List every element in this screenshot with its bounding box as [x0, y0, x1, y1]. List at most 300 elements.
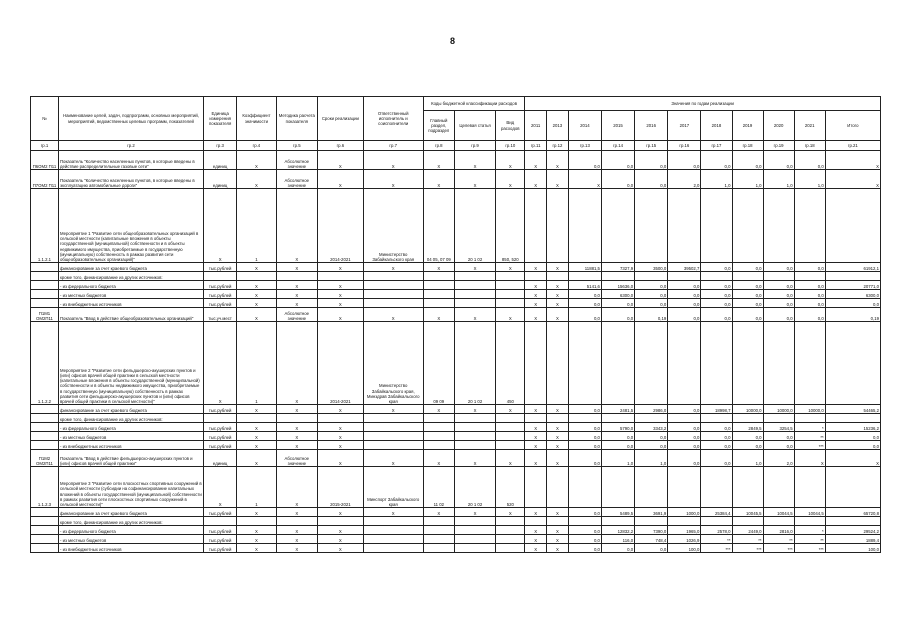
row-kbk-type: Х [496, 450, 525, 467]
table-row [31, 405, 881, 414]
row-year-value: 0,0 [601, 299, 634, 308]
row-executor: Х [363, 151, 423, 170]
row-year-value: 0,0 [668, 281, 701, 290]
column-number: гр.10 [496, 141, 525, 151]
row-kbk-type [496, 544, 525, 553]
row-term: Х [318, 290, 364, 299]
table-row [31, 544, 881, 553]
column-number: гр.4 [237, 141, 276, 151]
row-coef: Х [237, 308, 276, 322]
row-year-value [635, 322, 668, 405]
row-year-value: 0,0 [601, 441, 634, 450]
row-year-value: Х [525, 508, 547, 517]
table-row [31, 517, 881, 526]
row-year-value: Х [525, 299, 547, 308]
row-unit: тыс.рублей [204, 526, 237, 535]
header-kbk-main: Главный раздел, подраздел [423, 111, 454, 141]
row-year-value: 15636,0 [601, 281, 634, 290]
row-year-value [525, 414, 547, 423]
row-coef: 1 [237, 467, 276, 508]
row-kbk-article: Х [454, 308, 495, 322]
row-year-value: 1,0 [635, 450, 668, 467]
row-year-value: 2,0 [668, 170, 701, 189]
row-year-value: 2481,5 [601, 405, 634, 414]
row-year-value: Х [547, 450, 569, 467]
row-year-value: 11881,5 [568, 263, 601, 272]
column-number: гр.6 [318, 141, 364, 151]
row-kbk-article [454, 535, 495, 544]
row-id: П7ОМ2 П11 [31, 170, 59, 189]
column-number: гр.2 [58, 141, 203, 151]
row-executor [363, 526, 423, 535]
row-year-value [601, 467, 634, 508]
page-number: 8 [449, 36, 455, 46]
header-total: Итого [825, 111, 880, 141]
row-year-value: Х [525, 281, 547, 290]
row-kbk-article [454, 517, 495, 526]
row-term: Х [318, 170, 364, 189]
row-year-value: 1,0 [763, 170, 794, 189]
row-year-value [732, 517, 763, 526]
row-kbk-type: 850, 520 [496, 189, 525, 263]
row-kbk-main [423, 290, 454, 299]
row-year-value [701, 467, 732, 508]
row-kbk-main [423, 535, 454, 544]
table-row [31, 508, 881, 517]
row-executor [363, 281, 423, 290]
row-term: Х [318, 405, 364, 414]
row-year-value: 1,0 [701, 170, 732, 189]
row-unit: единиц [204, 151, 237, 170]
row-executor: Министерство Забайкальского края, Минздрав Забайкальского края [363, 322, 423, 405]
row-year-value: 0,0 [701, 423, 732, 432]
row-year-value: Х [547, 508, 569, 517]
row-year-value: 0,0 [568, 405, 601, 414]
row-year-value: 10000,0 [732, 405, 763, 414]
header-values-group: Значения по годам реализации [525, 97, 881, 111]
table-body [31, 151, 881, 553]
row-kbk-article: Х [454, 170, 495, 189]
row-executor: Министерство Забайкальского края [363, 189, 423, 263]
row-id: П6ОМ2 П11 [31, 151, 59, 170]
column-number: гр.17 [701, 141, 732, 151]
header-name: Наименование целей, задач, подпрограмм, основных мероприятий, мероприятий, ведомственных целевых программ, показателей [58, 97, 203, 141]
row-year-value: 0,0 [668, 405, 701, 414]
row-unit: тыс.рублей [204, 299, 237, 308]
header-year: 2017 [668, 111, 701, 141]
row-year-value [701, 322, 732, 405]
row-year-value: 3254,5 [763, 423, 794, 432]
row-year-value: 10045,5 [732, 508, 763, 517]
row-year-value [635, 517, 668, 526]
row-year-value: ** [732, 535, 763, 544]
row-method: Х [276, 467, 317, 508]
row-year-value: 0,0 [701, 441, 732, 450]
row-year-value: 0,0 [701, 308, 732, 322]
row-name: - из федерального бюджета [58, 526, 203, 535]
header-year: 2020 [763, 111, 794, 141]
row-kbk-main [423, 272, 454, 281]
row-year-value: Х [547, 263, 569, 272]
row-year-value [763, 414, 794, 423]
row-year-value [732, 467, 763, 508]
row-id [31, 441, 59, 450]
row-id [31, 281, 59, 290]
row-method: Х [276, 508, 317, 517]
row-year-value [601, 414, 634, 423]
row-term [318, 517, 364, 526]
row-year-value [732, 322, 763, 405]
row-term: Х [318, 151, 364, 170]
row-method [276, 414, 317, 423]
row-year-value: 100,0 [668, 544, 701, 553]
row-coef [237, 414, 276, 423]
table-row [31, 272, 881, 281]
header-year: 2014 [568, 111, 601, 141]
row-coef: Х [237, 170, 276, 189]
row-coef: Х [237, 281, 276, 290]
row-year-value: 25384,4 [701, 508, 732, 517]
row-executor [363, 535, 423, 544]
row-year-value: Х [547, 526, 569, 535]
row-id [31, 423, 59, 432]
row-method: Х [276, 423, 317, 432]
row-year-value: 0,0 [568, 441, 601, 450]
row-year-value: Х [525, 263, 547, 272]
row-year-value: 0,0 [635, 290, 668, 299]
row-year-value: Х [525, 151, 547, 170]
column-number: гр.18 [732, 141, 763, 151]
row-unit: тыс.рублей [204, 535, 237, 544]
row-kbk-article [454, 414, 495, 423]
row-method: Х [276, 189, 317, 263]
row-executor: Х [363, 508, 423, 517]
row-name: - из местных бюджетов [58, 535, 203, 544]
table-row [31, 467, 881, 508]
row-year-value: 39502,7 [668, 263, 701, 272]
row-kbk-type [496, 517, 525, 526]
table-row [31, 432, 881, 441]
column-number: гр.1 [31, 141, 59, 151]
row-id: П1М2 ОМ2П11 [31, 450, 59, 467]
table-row [31, 414, 881, 423]
row-id [31, 290, 59, 299]
row-year-value: 3500,0 [635, 263, 668, 272]
row-kbk-article: Х [454, 263, 495, 272]
column-number: гр.11 [525, 141, 547, 151]
row-total: 1889,4 [825, 535, 880, 544]
row-year-value [668, 189, 701, 263]
row-year-value: 1,0 [794, 170, 825, 189]
row-kbk-article [454, 441, 495, 450]
row-total [825, 517, 880, 526]
row-total: 15236,2 [825, 423, 880, 432]
table-row [31, 423, 881, 432]
row-year-value [732, 189, 763, 263]
row-unit: тыс.рублей [204, 405, 237, 414]
row-kbk-article [454, 423, 495, 432]
row-year-value: Х [525, 450, 547, 467]
row-year-value [547, 189, 569, 263]
row-kbk-type: Х [496, 308, 525, 322]
row-year-value [547, 517, 569, 526]
row-id [31, 508, 59, 517]
row-year-value: 0,0 [763, 432, 794, 441]
row-total: 0,0 [825, 441, 880, 450]
row-year-value: * [794, 423, 825, 432]
row-id: 1.1.2.3 [31, 467, 59, 508]
header-no: № [31, 97, 59, 141]
row-kbk-article [454, 299, 495, 308]
row-kbk-type [496, 281, 525, 290]
row-total [825, 322, 880, 405]
row-term: 2014-2021 [318, 322, 364, 405]
row-year-value: 0,0 [763, 151, 794, 170]
row-total [825, 414, 880, 423]
row-year-value: Х [525, 308, 547, 322]
row-kbk-main: 04 05, 07 09 [423, 189, 454, 263]
row-year-value: 0,0 [763, 299, 794, 308]
row-id [31, 432, 59, 441]
row-coef: Х [237, 423, 276, 432]
row-coef: 1 [237, 189, 276, 263]
row-year-value: 10000,0 [794, 405, 825, 414]
row-year-value: 3343,2 [635, 423, 668, 432]
row-executor [363, 544, 423, 553]
row-year-value [525, 189, 547, 263]
row-method: Х [276, 290, 317, 299]
row-kbk-main: Х [423, 151, 454, 170]
row-year-value: 0,0 [794, 308, 825, 322]
row-year-value: 0,0 [732, 432, 763, 441]
table-row [31, 308, 881, 322]
row-year-value [763, 322, 794, 405]
row-year-value [601, 517, 634, 526]
row-executor [363, 441, 423, 450]
row-unit: Х [204, 189, 237, 263]
row-year-value: 748,4 [635, 535, 668, 544]
row-coef: Х [237, 432, 276, 441]
row-name: - из федерального бюджета [58, 423, 203, 432]
row-term: Х [318, 263, 364, 272]
row-year-value [668, 272, 701, 281]
row-year-value: 0,0 [668, 432, 701, 441]
row-total: 20771,0 [825, 281, 880, 290]
row-name: - из внебюджетных источников [58, 544, 203, 553]
row-method: Х [276, 526, 317, 535]
row-kbk-main: Х [423, 308, 454, 322]
row-year-value: Х [547, 281, 569, 290]
row-name: кроме того, финансирование из других источников: [58, 517, 203, 526]
row-year-value: 0,0 [635, 299, 668, 308]
column-number: гр.15 [635, 141, 668, 151]
row-year-value: *** [763, 544, 794, 553]
row-method: Х [276, 322, 317, 405]
row-year-value: 0,0 [568, 308, 601, 322]
column-number: гр.5 [276, 141, 317, 151]
row-year-value [547, 322, 569, 405]
table-row [31, 281, 881, 290]
row-year-value [601, 272, 634, 281]
row-executor: Х [363, 263, 423, 272]
row-year-value: Х [525, 423, 547, 432]
row-total: 100,0 [825, 544, 880, 553]
row-name: - из внебюджетных источников [58, 299, 203, 308]
row-year-value [763, 189, 794, 263]
row-year-value: 0,0 [794, 263, 825, 272]
header-term: Сроки реализации [318, 97, 364, 141]
row-name: финансирование за счет краевого бюджета [58, 405, 203, 414]
row-year-value: 10044,5 [794, 508, 825, 517]
row-total [825, 467, 880, 508]
row-year-value: 10000,0 [763, 405, 794, 414]
row-year-value: 0,0 [701, 290, 732, 299]
header-year: 2018 [701, 111, 732, 141]
header-kbk-type: Вид расходов [496, 111, 525, 141]
row-year-value: *** [732, 544, 763, 553]
row-year-value [701, 414, 732, 423]
row-kbk-type [496, 526, 525, 535]
row-coef: Х [237, 151, 276, 170]
row-name: Показатель "Ввод в действие фельдшерско-акушерских пунктов и (или) офисов врачей общей практики" [58, 450, 203, 467]
row-executor [363, 517, 423, 526]
row-year-value: 0,0 [635, 170, 668, 189]
row-term: 2015-2021 [318, 467, 364, 508]
row-year-value: 0,0 [568, 508, 601, 517]
row-year-value [668, 467, 701, 508]
row-kbk-type: Х [496, 170, 525, 189]
row-year-value [525, 272, 547, 281]
row-kbk-article [454, 272, 495, 281]
row-kbk-main [423, 517, 454, 526]
row-year-value: 0,0 [668, 423, 701, 432]
row-year-value [701, 517, 732, 526]
row-kbk-type [496, 414, 525, 423]
row-year-value: 1000,0 [668, 508, 701, 517]
table-row [31, 170, 881, 189]
row-year-value [547, 272, 569, 281]
row-name: - из федерального бюджета [58, 281, 203, 290]
column-number: гр.18 [794, 141, 825, 151]
row-year-value: 0,0 [568, 526, 601, 535]
row-unit: тыс.уч.мест [204, 308, 237, 322]
row-kbk-main: Х [423, 450, 454, 467]
row-year-value [635, 467, 668, 508]
row-year-value: 1,0 [732, 450, 763, 467]
row-year-value: 2,0 [763, 450, 794, 467]
row-executor: Х [363, 170, 423, 189]
column-number: гр.16 [668, 141, 701, 151]
row-method [276, 272, 317, 281]
row-year-value: Х [547, 170, 569, 189]
row-year-value [794, 272, 825, 281]
row-year-value: 0,0 [763, 263, 794, 272]
row-year-value: *** [794, 544, 825, 553]
row-year-value [525, 322, 547, 405]
row-kbk-main: Х [423, 508, 454, 517]
row-kbk-main [423, 544, 454, 553]
row-kbk-type [496, 432, 525, 441]
row-year-value: 3691,9 [635, 508, 668, 517]
row-kbk-main [423, 432, 454, 441]
row-kbk-main: Х [423, 405, 454, 414]
row-method [276, 517, 317, 526]
row-total: 65720,8 [825, 508, 880, 517]
row-year-value: 0,0 [601, 432, 634, 441]
row-kbk-type: 450 [496, 322, 525, 405]
row-coef: Х [237, 526, 276, 535]
table-row [31, 189, 881, 263]
column-number: гр.7 [363, 141, 423, 151]
row-year-value: 0,19 [635, 308, 668, 322]
row-year-value: 116,0 [601, 535, 634, 544]
row-unit [204, 272, 237, 281]
row-year-value: Х [568, 170, 601, 189]
row-unit [204, 414, 237, 423]
row-total [825, 189, 880, 263]
column-number: гр.8 [423, 141, 454, 151]
row-year-value [794, 414, 825, 423]
row-year-value: 0,0 [568, 151, 601, 170]
row-term [318, 272, 364, 281]
row-kbk-article [454, 526, 495, 535]
row-total: 61912,1 [825, 263, 880, 272]
row-year-value: 0,0 [635, 432, 668, 441]
row-kbk-article: Х [454, 450, 495, 467]
row-total: 0,0 [825, 432, 880, 441]
header-year: 2011 [525, 111, 547, 141]
row-kbk-type: Х [496, 151, 525, 170]
row-coef: Х [237, 450, 276, 467]
row-year-value: 0,0 [701, 151, 732, 170]
row-kbk-article: 20 1 02 [454, 467, 495, 508]
row-total: 0,0 [825, 299, 880, 308]
header-year: 2021 [794, 111, 825, 141]
row-year-value: 0,0 [701, 281, 732, 290]
row-year-value: 0,0 [568, 299, 601, 308]
row-name: Мероприятие 3 "Развитие сети плоскостных спортивных сооружений в сельской местности (субсидии на софинансирование капитальных вложений в объекты государственной (муниципальной) собственности в рамках развития сети плоскостных спортивных сооружений в сельской местности)" [58, 467, 203, 508]
table-row [31, 441, 881, 450]
row-id [31, 272, 59, 281]
row-year-value [568, 322, 601, 405]
row-year-value [568, 189, 601, 263]
row-year-value: *** [701, 544, 732, 553]
header-year: 2013 [547, 111, 569, 141]
row-year-value: 7390,0 [635, 526, 668, 535]
row-kbk-article [454, 290, 495, 299]
row-year-value: Х [525, 432, 547, 441]
row-name: Показатель "Количество населенных пунктов, в которые введены в эксплуатацию автомобильные дороги" [58, 170, 203, 189]
row-kbk-type: Х [496, 263, 525, 272]
row-name: кроме того, финансирование из других источников: [58, 272, 203, 281]
row-kbk-article: Х [454, 405, 495, 414]
row-year-value: 2849,5 [732, 423, 763, 432]
row-id [31, 263, 59, 272]
row-id [31, 517, 59, 526]
row-method: Х [276, 263, 317, 272]
row-year-value: 0,0 [668, 450, 701, 467]
table-row [31, 322, 881, 405]
row-year-value: 10044,5 [763, 508, 794, 517]
row-id [31, 414, 59, 423]
column-numbers-row [31, 141, 881, 151]
row-kbk-type [496, 290, 525, 299]
row-method: Абсолютное значение [276, 308, 317, 322]
row-year-value: Х [525, 405, 547, 414]
row-year-value: 0,0 [568, 544, 601, 553]
table-row [31, 535, 881, 544]
row-kbk-main [423, 414, 454, 423]
